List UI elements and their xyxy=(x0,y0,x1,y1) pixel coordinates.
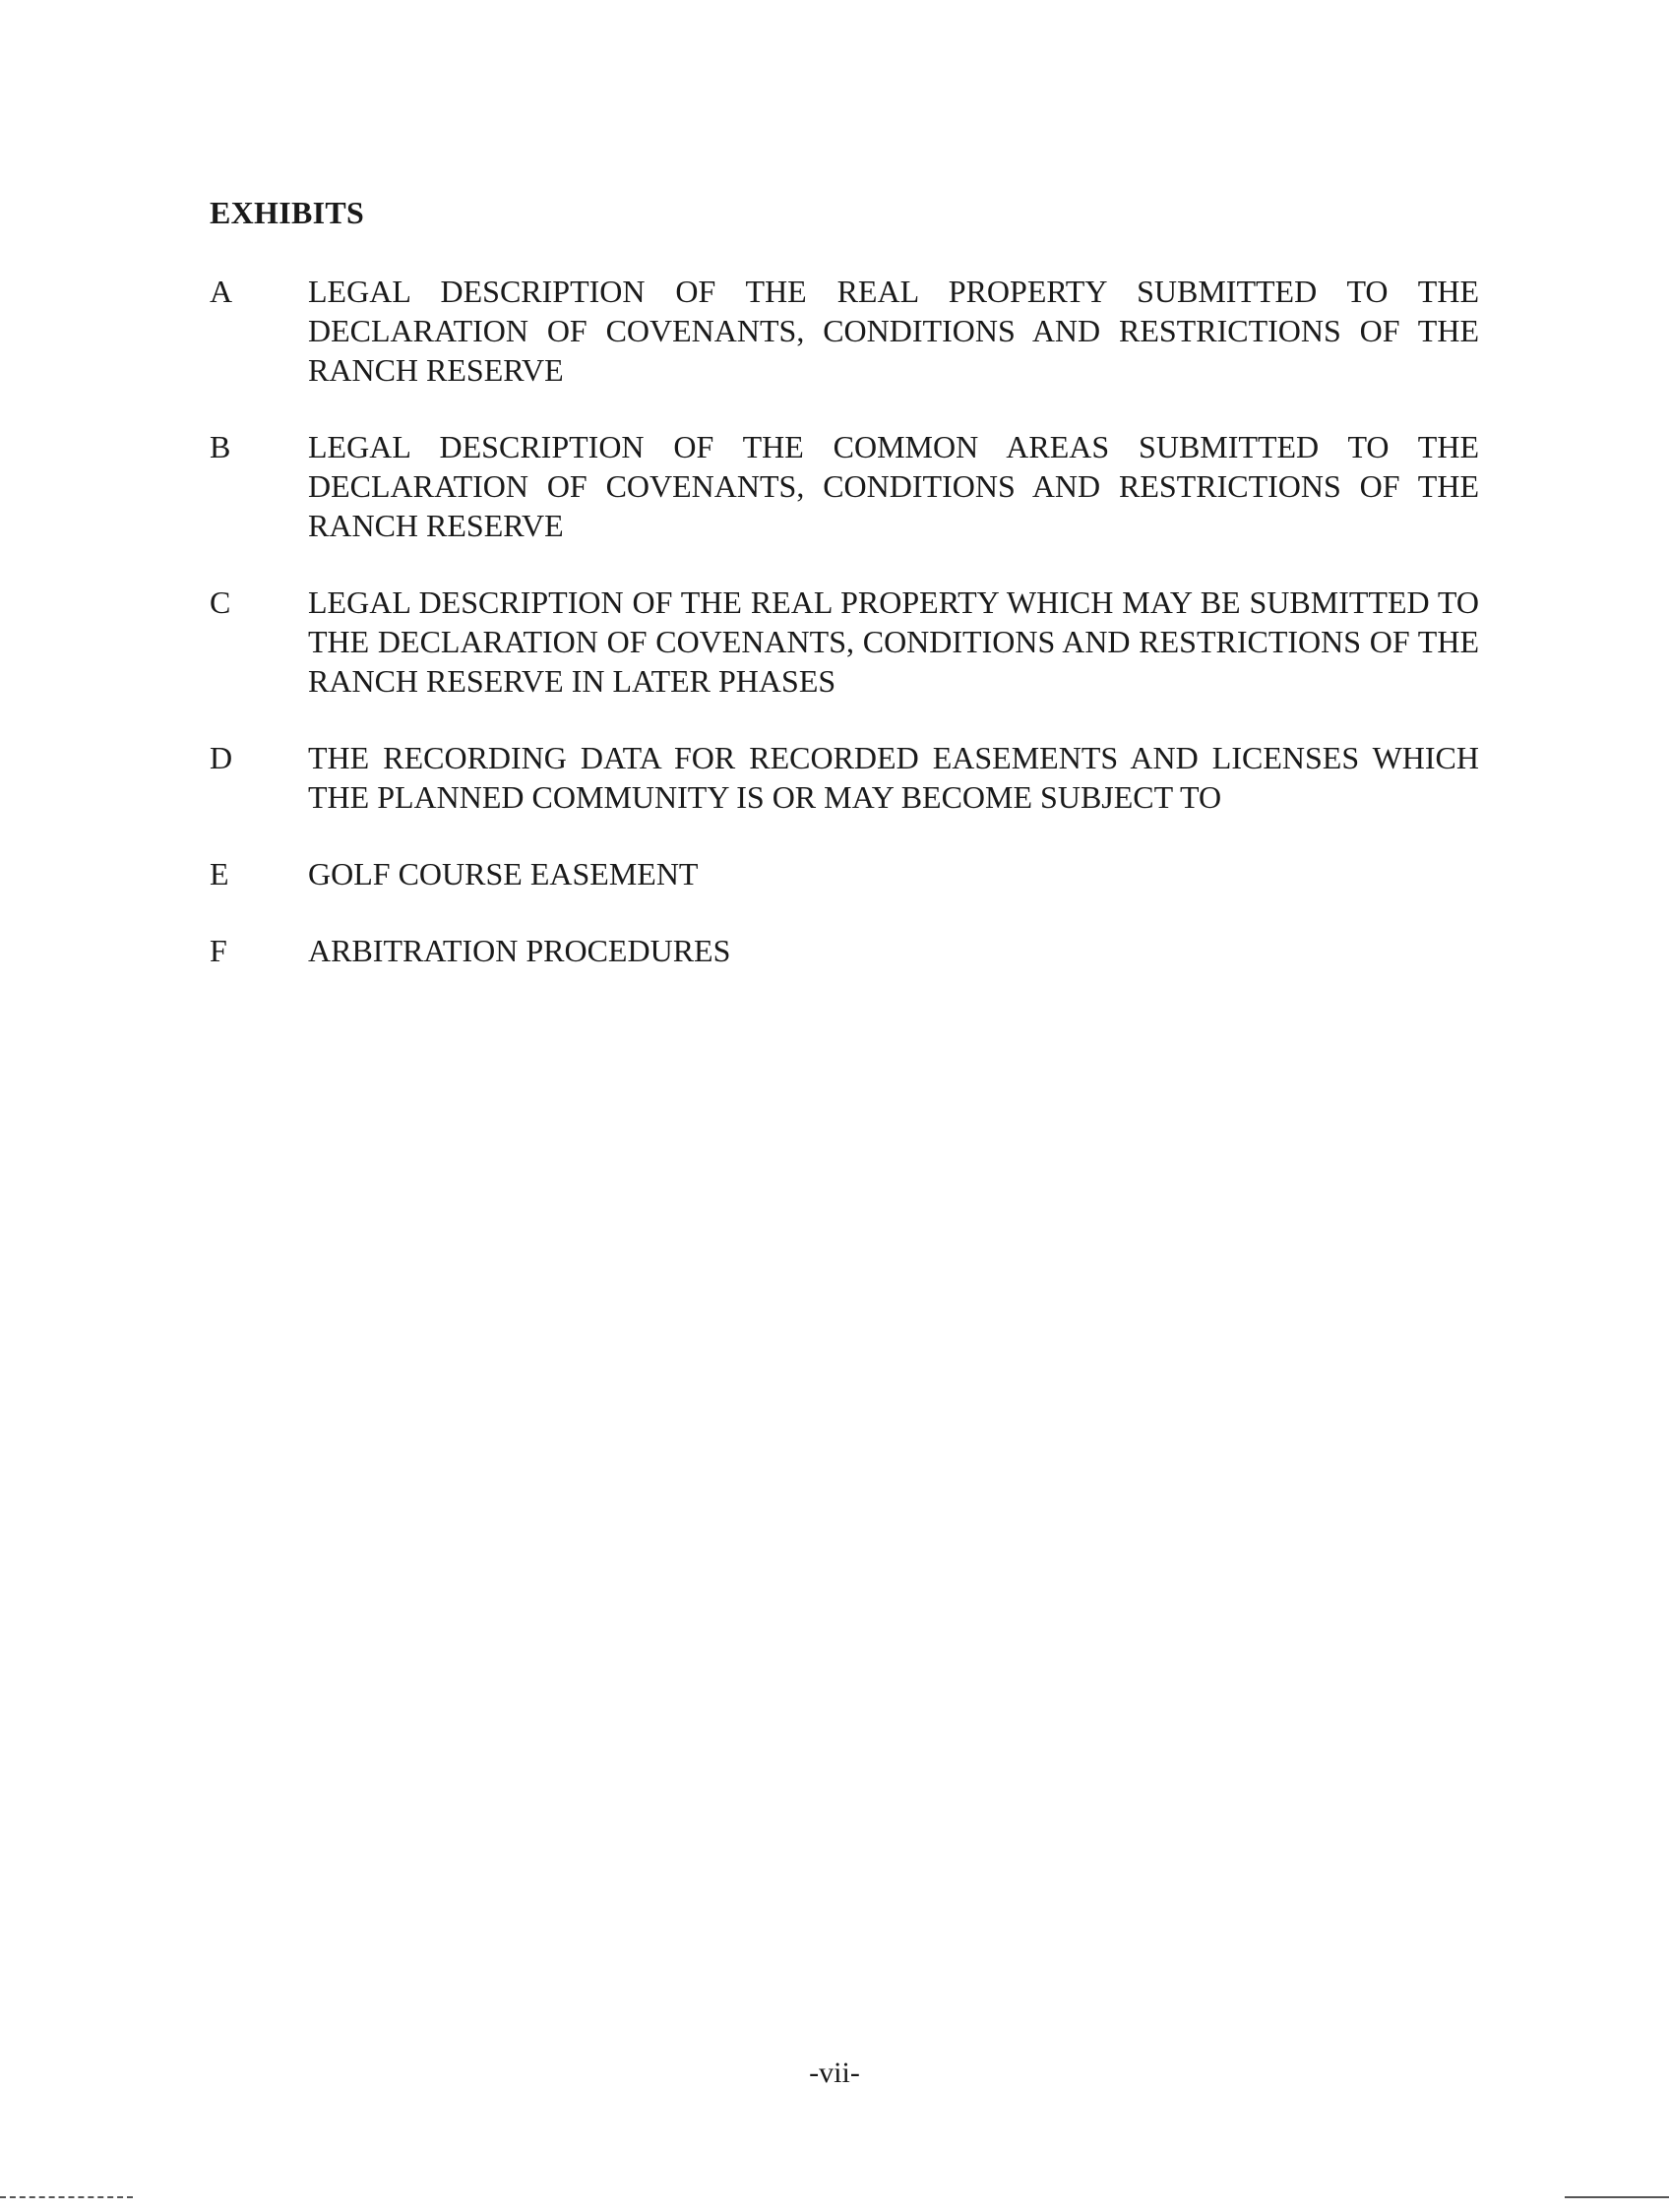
exhibit-letter: C xyxy=(210,584,231,620)
exhibit-description: LEGAL DESCRIPTION OF THE REAL PROPERTY WHICH MAY BE SUBMITTED TO THE DECLARATION OF COVENANTS, CONDITIONS AND RESTRICTIONS OF THE RANCH RESERVE IN LATER PHASES xyxy=(308,584,1479,699)
page-number: -vii- xyxy=(809,2057,860,2089)
exhibit-description: THE RECORDING DATA FOR RECORDED EASEMENTS AND LICENSES WHICH THE PLANNED COMMUNITY IS OR MAY BECOME SUBJECT TO xyxy=(308,740,1479,815)
scan-edge-mark xyxy=(0,2196,133,2198)
exhibit-letter: B xyxy=(210,429,231,464)
exhibit-description: LEGAL DESCRIPTION OF THE COMMON AREAS SUBMITTED TO THE DECLARATION OF COVENANTS, CONDITIONS AND RESTRICTIONS OF THE RANCH RESERVE xyxy=(308,429,1479,543)
exhibit-letter: D xyxy=(210,740,233,775)
exhibit-description: ARBITRATION PROCEDURES xyxy=(308,933,731,968)
exhibit-letter: F xyxy=(210,933,227,968)
exhibit-letter: E xyxy=(210,856,229,891)
exhibits-heading: EXHIBITS xyxy=(210,195,365,230)
exhibit-description: GOLF COURSE EASEMENT xyxy=(308,856,699,891)
exhibit-description: LEGAL DESCRIPTION OF THE REAL PROPERTY SUBMITTED TO THE DECLARATION OF COVENANTS, CONDITIONS AND RESTRICTIONS OF THE RANCH RESERVE xyxy=(308,274,1479,388)
exhibit-letter: A xyxy=(210,274,233,309)
scan-edge-mark xyxy=(1565,2196,1669,2198)
